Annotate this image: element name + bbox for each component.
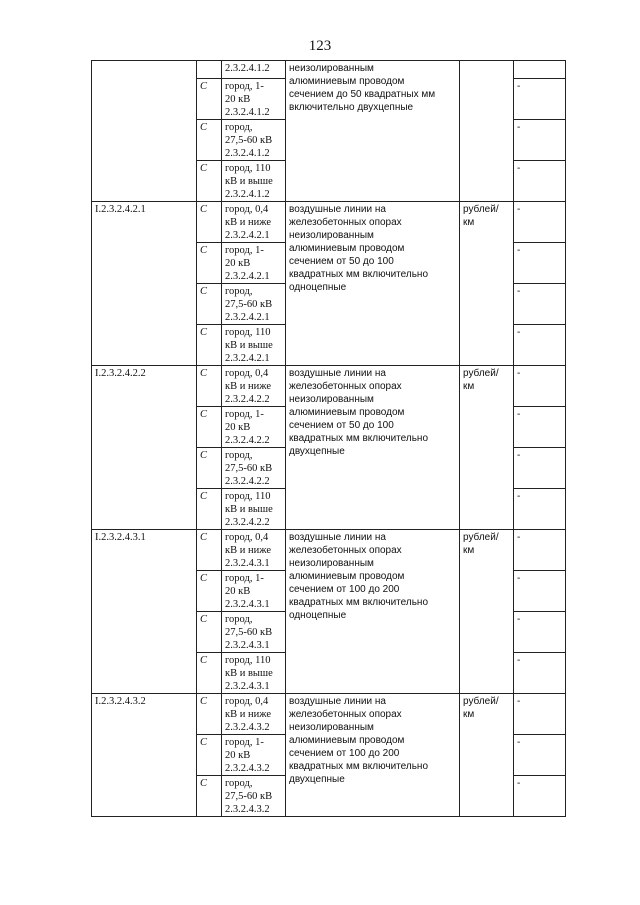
tariff-cell-line: кВ и выше <box>225 504 273 515</box>
tariff-cell-line: город, 110 <box>225 655 271 666</box>
value-cell: - <box>514 161 566 202</box>
tariff-cell <box>222 489 286 530</box>
code-cell: I.2.3.2.4.2.1 <box>92 202 197 366</box>
description-cell-line: двухцепные <box>289 774 345 785</box>
tariff-cell-line: 2.3.2.4.1.2 <box>225 148 270 159</box>
tariff-cell <box>222 776 286 817</box>
description-cell-line: сечением от 50 до 100 <box>289 256 394 267</box>
tariff-cell-line: город, 1- <box>225 409 264 420</box>
description-cell-line: железобетонных опорах <box>289 709 402 720</box>
tariff-cell-line: 2.3.2.4.2.2 <box>225 517 270 528</box>
tariff-cell-line: город, 1- <box>225 81 264 92</box>
tariff-cell-line: кВ и выше <box>225 668 273 679</box>
type-cell: С <box>197 366 222 407</box>
code-cell <box>92 61 197 202</box>
tariff-cell <box>222 571 286 612</box>
tariff-cell-line: город, <box>225 614 253 625</box>
tariff-cell-line: 20 кВ <box>225 750 251 761</box>
description-cell <box>286 366 460 530</box>
value-cell: - <box>514 366 566 407</box>
tariff-cell-line: кВ и ниже <box>225 545 271 556</box>
description-cell-line: одноцепные <box>289 610 347 621</box>
tariff-cell-line: 2.3.2.4.2.2 <box>225 435 270 446</box>
description-cell-line: сечением от 50 до 100 <box>289 420 394 431</box>
description-cell-line: алюминиевым проводом <box>289 243 405 254</box>
tariff-cell-line: 2.3.2.4.1.2 <box>225 63 270 74</box>
tariff-cell <box>222 448 286 489</box>
type-cell <box>197 61 222 79</box>
table-row <box>92 530 566 571</box>
tariff-cell-line: 2.3.2.4.3.2 <box>225 722 270 733</box>
value-cell: - <box>514 284 566 325</box>
tariff-cell-line: кВ и ниже <box>225 381 271 392</box>
tariff-cell-line: 20 кВ <box>225 422 251 433</box>
description-cell-line: квадратных мм включительно <box>289 433 429 444</box>
tariff-cell-line: город, 1- <box>225 573 264 584</box>
value-cell: - <box>514 530 566 571</box>
type-cell: С <box>197 571 222 612</box>
page-number: 123 <box>308 38 332 54</box>
description-cell-line: сечением от 100 до 200 <box>289 748 400 759</box>
code-cell: I.2.3.2.4.3.1 <box>92 530 197 694</box>
description-cell-line: алюминиевым проводом <box>289 735 405 746</box>
tariff-cell-line: город, 110 <box>225 163 271 174</box>
description-cell-line: квадратных мм включительно <box>289 761 429 772</box>
tariff-cell-line: 2.3.2.4.3.2 <box>225 763 270 774</box>
tariff-cell-line: город, <box>225 778 253 789</box>
description-cell-line: железобетонных опорах <box>289 545 402 556</box>
tariff-cell-line: кВ и выше <box>225 340 273 351</box>
tariff-cell-line: 2.3.2.4.2.1 <box>225 312 270 323</box>
tariff-cell <box>222 161 286 202</box>
unit-cell <box>460 530 514 694</box>
description-cell-line: сечением до 50 квадратных мм <box>289 89 436 100</box>
description-cell-line: железобетонных опорах <box>289 381 402 392</box>
description-cell <box>286 530 460 694</box>
tariff-cell <box>222 120 286 161</box>
tariff-cell-line: город, <box>225 286 253 297</box>
tariff-cell <box>222 202 286 243</box>
value-cell: - <box>514 571 566 612</box>
description-cell-line: включительно двухцепные <box>289 102 414 113</box>
description-cell-line: двухцепные <box>289 446 345 457</box>
type-cell: С <box>197 161 222 202</box>
unit-cell-line: км <box>463 545 475 556</box>
description-cell <box>286 694 460 817</box>
value-cell <box>514 61 566 79</box>
value-cell: - <box>514 653 566 694</box>
description-cell-line: квадратных мм включительно <box>289 269 429 280</box>
tariff-cell-line: город, 110 <box>225 327 271 338</box>
tariff-table-body <box>92 61 566 817</box>
tariff-cell <box>222 79 286 120</box>
tariff-cell <box>222 407 286 448</box>
unit-cell-line: рублей/ <box>463 368 499 379</box>
description-cell-line: воздушные линии на <box>289 696 386 707</box>
tariff-cell-line: кВ и ниже <box>225 709 271 720</box>
unit-cell <box>460 202 514 366</box>
type-cell: С <box>197 448 222 489</box>
value-cell: - <box>514 448 566 489</box>
value-cell: - <box>514 407 566 448</box>
table-row <box>92 366 566 407</box>
tariff-cell-line: кВ и ниже <box>225 217 271 228</box>
tariff-table <box>91 60 566 817</box>
tariff-cell <box>222 325 286 366</box>
description-cell-line: неизолированным <box>289 722 374 733</box>
tariff-cell-line: 27,5-60 кВ <box>225 627 273 638</box>
value-cell: - <box>514 776 566 817</box>
description-cell-line: неизолированным <box>289 558 374 569</box>
type-cell: С <box>197 530 222 571</box>
description-cell <box>286 202 460 366</box>
value-cell: - <box>514 325 566 366</box>
type-cell: С <box>197 694 222 735</box>
description-cell-line: алюминиевым проводом <box>289 76 405 87</box>
type-cell: С <box>197 325 222 366</box>
tariff-cell-line: город, 1- <box>225 245 264 256</box>
tariff-cell-line: 27,5-60 кВ <box>225 135 273 146</box>
type-cell: С <box>197 489 222 530</box>
unit-cell-line: рублей/ <box>463 696 499 707</box>
tariff-cell-line: город, 0,4 <box>225 368 269 379</box>
value-cell: - <box>514 120 566 161</box>
tariff-cell <box>222 366 286 407</box>
description-cell-line: воздушные линии на <box>289 532 386 543</box>
tariff-cell-line: 2.3.2.4.2.1 <box>225 271 270 282</box>
type-cell: С <box>197 243 222 284</box>
unit-cell <box>460 61 514 202</box>
tariff-cell <box>222 61 286 79</box>
tariff-cell-line: 2.3.2.4.3.1 <box>225 681 270 692</box>
value-cell: - <box>514 202 566 243</box>
type-cell: С <box>197 653 222 694</box>
unit-cell-line: рублей/ <box>463 204 499 215</box>
tariff-cell-line: кВ и выше <box>225 176 273 187</box>
tariff-cell-line: 2.3.2.4.2.2 <box>225 394 270 405</box>
description-cell-line: воздушные линии на <box>289 368 386 379</box>
tariff-cell-line: 2.3.2.4.3.1 <box>225 640 270 651</box>
unit-cell-line: км <box>463 217 475 228</box>
description-cell-line: алюминиевым проводом <box>289 407 405 418</box>
type-cell: С <box>197 407 222 448</box>
description-cell-line: сечением от 100 до 200 <box>289 584 400 595</box>
type-cell: С <box>197 120 222 161</box>
type-cell: С <box>197 202 222 243</box>
tariff-cell-line: 27,5-60 кВ <box>225 463 273 474</box>
tariff-cell <box>222 284 286 325</box>
tariff-cell <box>222 612 286 653</box>
type-cell: С <box>197 612 222 653</box>
type-cell: С <box>197 79 222 120</box>
code-cell: I.2.3.2.4.3.2 <box>92 694 197 817</box>
tariff-cell <box>222 530 286 571</box>
table-row <box>92 694 566 735</box>
unit-cell <box>460 366 514 530</box>
unit-cell-line: км <box>463 709 475 720</box>
value-cell: - <box>514 243 566 284</box>
table-row <box>92 202 566 243</box>
description-cell <box>286 61 460 202</box>
tariff-cell-line: 2.3.2.4.1.2 <box>225 189 270 200</box>
tariff-cell-line: город, <box>225 122 253 133</box>
description-cell-line: неизолированным <box>289 394 374 405</box>
tariff-cell-line: 2.3.2.4.3.1 <box>225 558 270 569</box>
tariff-cell-line: 2.3.2.4.3.1 <box>225 599 270 610</box>
tariff-cell <box>222 243 286 284</box>
unit-cell <box>460 694 514 817</box>
tariff-cell-line: 2.3.2.4.3.2 <box>225 804 270 815</box>
unit-cell-line: км <box>463 381 475 392</box>
tariff-cell-line: 2.3.2.4.2.1 <box>225 353 270 364</box>
type-cell: С <box>197 284 222 325</box>
code-cell: I.2.3.2.4.2.2 <box>92 366 197 530</box>
type-cell: С <box>197 776 222 817</box>
tariff-cell <box>222 694 286 735</box>
tariff-cell-line: город, 110 <box>225 491 271 502</box>
tariff-cell-line: город, <box>225 450 253 461</box>
value-cell: - <box>514 79 566 120</box>
description-cell-line: неизолированным <box>289 230 374 241</box>
tariff-cell-line: 2.3.2.4.2.2 <box>225 476 270 487</box>
tariff-cell <box>222 735 286 776</box>
tariff-cell-line: 2.3.2.4.2.1 <box>225 230 270 241</box>
type-cell: С <box>197 735 222 776</box>
description-cell-line: квадратных мм включительно <box>289 597 429 608</box>
tariff-cell-line: 20 кВ <box>225 94 251 105</box>
tariff-cell-line: 2.3.2.4.1.2 <box>225 107 270 118</box>
unit-cell-line: рублей/ <box>463 532 499 543</box>
description-cell-line: железобетонных опорах <box>289 217 402 228</box>
description-cell-line: воздушные линии на <box>289 204 386 215</box>
tariff-cell-line: город, 0,4 <box>225 696 269 707</box>
value-cell: - <box>514 694 566 735</box>
tariff-cell-line: 27,5-60 кВ <box>225 791 273 802</box>
tariff-cell-line: город, 1- <box>225 737 264 748</box>
description-cell-line: неизолированным <box>289 63 374 74</box>
tariff-cell-line: 27,5-60 кВ <box>225 299 273 310</box>
tariff-cell-line: 20 кВ <box>225 258 251 269</box>
value-cell: - <box>514 489 566 530</box>
description-cell-line: алюминиевым проводом <box>289 571 405 582</box>
value-cell: - <box>514 735 566 776</box>
tariff-cell-line: город, 0,4 <box>225 204 269 215</box>
tariff-cell-line: 20 кВ <box>225 586 251 597</box>
table-row <box>92 61 566 79</box>
tariff-cell-line: город, 0,4 <box>225 532 269 543</box>
tariff-cell <box>222 653 286 694</box>
description-cell-line: одноцепные <box>289 282 347 293</box>
value-cell: - <box>514 612 566 653</box>
